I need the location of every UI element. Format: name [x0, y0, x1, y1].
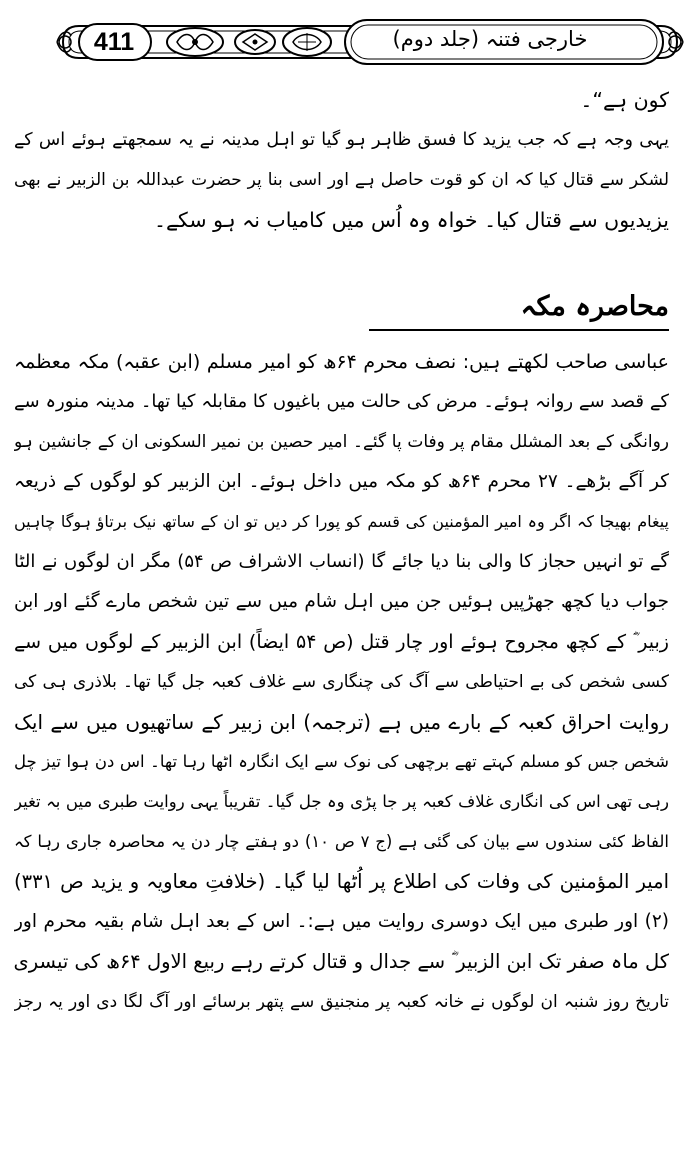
running-title: خارجی فتنہ (جلد دوم): [392, 27, 588, 51]
text-line: لشکر سے قتال کیا کہ ان کو قوت حاصل ہے اور اسی بنا پر حضرت عبداللہ بن الزبیر نے بھی: [14, 170, 669, 190]
text-line: (۲) اور طبری میں ایک دوسری روایت میں ہے:۔ اس کے بعد اہل شام بقیہ محرم اور: [14, 911, 669, 932]
section-heading: محاصرہ مکہ: [520, 291, 669, 322]
heading-underline: [369, 329, 669, 331]
page-header: [0, 0, 691, 82]
paragraph-2: [14, 342, 669, 1022]
paragraph-1: [14, 80, 669, 240]
text-line: کون ہے“۔: [580, 88, 669, 112]
text-line: کسی شخص کی بے احتیاطی سے آگ کی چنگاری سے غلاف کعبہ جل گیا تھا۔ بلاذری ہی کی: [14, 672, 669, 692]
text-line: جواب دیا کچھ جھڑپیں ہوئیں جن میں اہل شام میں سے تین شخص مارے گئے اور ابن: [14, 591, 669, 612]
text-line: کر آگے بڑھے۔ ۲۷ محرم ۶۴ھ کو مکہ میں داخل ہوئے۔ ابن الزبیر کو لوگوں کے ذریعہ: [14, 471, 669, 492]
text-line: عباسی صاحب لکھتے ہیں: نصف محرم ۶۴ھ کو امیر مسلم (ابن عقبہ) مکہ معظمہ: [14, 351, 669, 373]
text-line: رہی تھی اس کی انگاری غلاف کعبہ پر جا پڑی وہ جل گیا۔ تقریباً یہی روایت طبری میں بہ تغیر: [14, 792, 669, 811]
text-line: الفاظ کئی سندوں سے بیان کی گئی ہے (ج ۷ ص ۱۰) دو ہفتے چار دن یہ محاصرہ جاری رہا کہ: [14, 832, 669, 851]
text-line: یزیدیوں سے قتال کیا۔ خواہ وہ اُس میں کامیاب نہ ہو سکے۔: [154, 208, 669, 232]
text-line: زبیر ؓ کے کچھ مجروح ہوئے اور چار قتل (ص ۵۴ ایضاً) ابن الزبیر کے لوگوں میں سے: [14, 631, 669, 653]
text-line: شخص جس کو مسلم کہتے تھے برچھی کی نوک سے ایک انگارہ اٹھا رہا تھا۔ اس دن ہوا تیز چل: [14, 752, 669, 771]
page-number: 411: [93, 28, 135, 56]
text-line: کل ماہ صفر تک ابن الزبیر ؓ سے جدال و قتال کرتے رہے ربیع الاول ۶۴ھ کی تیسری: [14, 950, 669, 973]
text-line: امیر المؤمنین کی وفات کی اطلاع پر اُٹھا لیا گیا۔ (خلافتِ معاویہ و یزید ص ۳۳۱): [14, 870, 669, 893]
text-line: یہی وجہ ہے کہ جب یزید کا فسق ظاہر ہو گیا تو اہل مدینہ نے یہ سمجھتے ہوئے اس کے: [14, 130, 669, 150]
text-line: روایت احراق کعبہ کے بارے میں ہے (ترجمہ) ابن زبیر کے ساتھیوں میں سے ایک: [14, 710, 669, 734]
text-line: کے قصد سے روانہ ہوئے۔ مرض کی حالت میں باغیوں کا مقابلہ کیا تھا۔ مدینہ منورہ سے: [14, 391, 669, 412]
text-line: گے تو انہیں حجاز کا والی بنا دیا جائے گا (انساب الاشراف ص ۵۴) مگر ان لوگوں نے الٹا: [14, 551, 669, 572]
text-line: تاریخ روز شنبہ ان لوگوں نے خانہ کعبہ پر منجنیق سے پتھر برسائے اور آگ لگا دی اور یہ رجز: [14, 992, 669, 1012]
text-line: روانگی کے بعد المشلل مقام پر وفات پا گئے۔ امیر حصین بن نمیر السکونی ان کے جانشین ہو: [14, 432, 669, 452]
text-line: پیغام بھیجا کہ اگر وہ امیر المؤمنین کی قسم کو پورا کر دیں تو ان کے ساتھ نیک برتاؤ ہوگا چاہیں: [14, 512, 669, 531]
